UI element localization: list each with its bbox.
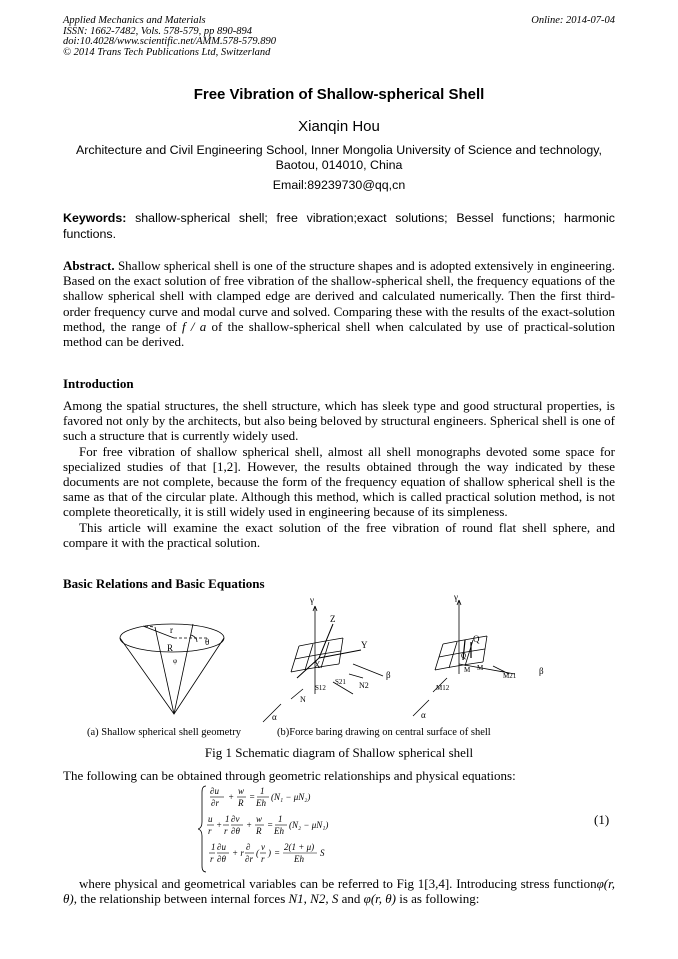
equation-line-2 (207, 814, 328, 836)
abstract-label: Abstract. (63, 258, 115, 273)
svg-text:): ) (268, 848, 271, 858)
svg-text:=: = (274, 848, 281, 858)
stress-function-phi: φ(r, θ) (63, 876, 615, 907)
svg-text:r: r (224, 826, 228, 836)
issn-line: ISSN: 1662-7482, Vols. 578-579, pp 890-894 (63, 25, 252, 37)
label-M12: M12 (436, 684, 450, 692)
svg-text:Eh: Eh (256, 798, 266, 808)
abstract (63, 258, 615, 349)
svg-text:R: R (256, 826, 262, 836)
basic-relations-heading: Basic Relations and Basic Equations (63, 576, 265, 591)
label-r: r (170, 625, 173, 635)
label-gamma-2: γ (454, 594, 458, 602)
svg-text:=: = (249, 792, 256, 802)
intro-paragraph-3: This article will examine the exact solution of the free vibration of round flat shell sphere, and compare it with the practical solution. (63, 519, 615, 550)
equation-line-1 (210, 786, 310, 808)
svg-text:(N₂ − μN₁): (N₂ − μN₁) (289, 820, 329, 830)
label-M-1: M (464, 666, 471, 674)
svg-text:R: R (238, 798, 244, 808)
svg-text:∂θ: ∂θ (217, 854, 226, 864)
svg-text:2(1 + μ): 2(1 + μ) (284, 842, 315, 852)
intro-paragraph-1: Among the spatial structures, the shell structure, which has sleek type and good structural properties, is favored not only by the architects, but also being beloved by structural engineers. Spherical shell is one of such a structure that is currently widely used. (63, 398, 615, 444)
label-M-2: M (477, 664, 484, 672)
svg-text:w: w (256, 814, 263, 824)
svg-text:∂r: ∂r (245, 854, 253, 864)
svg-text:∂: ∂ (246, 842, 251, 852)
figure-caption: Fig 1 Schematic diagram of Shallow spherical shell (204, 745, 474, 760)
equation-system-1 (198, 784, 388, 874)
svg-text:Eh: Eh (294, 854, 304, 864)
online-date: Online: 2014-07-04 (531, 15, 615, 26)
stress-function-phi-2: φ(r, θ) (363, 891, 396, 907)
where-and: and (338, 891, 364, 907)
svg-text:v: v (261, 842, 265, 852)
svg-text:Eh: Eh (274, 826, 284, 836)
where-paragraph (63, 876, 615, 906)
svg-text:S: S (320, 848, 325, 858)
label-R: R (167, 643, 174, 653)
journal-header (63, 16, 276, 58)
abstract-text-1: Shallow spherical shell is one of the structure shapes and is adopted extensively in engineering. Based on the exact solution of free vibration of the shallow-spherical shell, the frequency equations of the shallow spherical shell with clamped edge are derived and calculated numerically. Then the first third-order frequency curve and modal curve and solved. Comparing these with the results of the exact-solution method, the range of (63, 258, 615, 334)
label-phi: φ (173, 657, 178, 665)
affiliation (63, 143, 615, 173)
svg-text:∂u: ∂u (217, 842, 226, 852)
svg-text:+: + (216, 820, 223, 830)
svg-text:r: r (261, 854, 265, 864)
svg-text:+: + (228, 792, 235, 802)
equation-number: (1) (594, 812, 610, 827)
svg-text:u: u (208, 814, 213, 824)
doi-line: doi:10.4028/www.scientific.net/AMM.578-579.890 (63, 36, 276, 48)
svg-text:(N₁ − μN₂): (N₁ − μN₂) (271, 792, 311, 802)
label-beta-1: β (386, 670, 391, 680)
keywords-text: shallow-spherical shell; free vibration;exact solutions; Bessel functions; harmonic functions. (63, 211, 615, 241)
paper-title: Free Vibration of Shallow-spherical Shell (193, 86, 485, 103)
affiliation-line-1: Architecture and Civil Engineering School, Inner Mongolia University of Science and technology, (76, 143, 602, 157)
ratio-f-over-a: f / a (181, 318, 207, 334)
svg-text:+: + (246, 820, 253, 830)
shell-figure (63, 594, 615, 744)
svg-text:+ r: + r (232, 848, 244, 858)
svg-text:(: ( (256, 848, 259, 858)
label-Z: Z (330, 614, 336, 624)
force-diagram-normal (263, 606, 383, 722)
copyright-line: © 2014 Trans Tech Publications Ltd, Switzerland (63, 46, 271, 58)
internal-forces: N1, N2, S (288, 891, 339, 907)
label-X: X (314, 660, 321, 670)
svg-text:1: 1 (260, 786, 265, 796)
author-name: Xianqin Hou (298, 118, 380, 135)
label-S12: S12 (315, 684, 326, 692)
label-N2: N2 (359, 681, 369, 690)
author-email: Email:89239730@qq,cn (272, 178, 406, 192)
svg-text:∂u: ∂u (210, 786, 219, 796)
equation-line-3 (209, 842, 325, 864)
where-text-2: , the relationship between internal forces (73, 891, 289, 907)
svg-text:r: r (210, 854, 214, 864)
svg-text:∂v: ∂v (231, 814, 240, 824)
label-Y: Y (361, 640, 368, 650)
svg-text:1: 1 (211, 842, 216, 852)
keywords (63, 211, 615, 242)
keywords-label: Keywords: (63, 211, 127, 225)
where-text-3: is as following: (395, 891, 480, 907)
svg-text:1: 1 (225, 814, 230, 824)
label-alpha-1: α (272, 712, 277, 722)
label-beta-2: β (539, 666, 544, 676)
introduction-body (63, 398, 615, 550)
svg-text:r: r (208, 826, 212, 836)
abstract-text-2: of the shallow-spherical shell when calculated by use of practical-solution method can be derived. (63, 318, 615, 350)
svg-text:1: 1 (278, 814, 283, 824)
label-M21: M21 (503, 672, 517, 680)
label-gamma-1: γ (310, 595, 314, 605)
affiliation-line-2: Baotou, 014010, China (275, 158, 403, 172)
svg-text:∂r: ∂r (211, 798, 219, 808)
svg-text:∂θ: ∂θ (231, 826, 240, 836)
subcaption-a: (a) Shallow spherical shell geometry (87, 727, 241, 738)
intro-paragraph-2: For free vibration of shallow spherical shell, almost all shell monographs devoted some space for specialized studies of that [1,2]. However, the results obtained through the way indicated by these documents are not complete, because the form of the frequency equation of shallow spherical shell is the same as that of the circular plate. Although this method, which is called practical solution method, is not complete theoretically, it is still widely used in engineering because of its simpleness. (63, 443, 615, 520)
label-alpha-2: α (421, 710, 426, 720)
journal-name: Applied Mechanics and Materials (63, 15, 206, 26)
introduction-heading: Introduction (63, 376, 134, 391)
subcaption-b: (b)Force baring drawing on central surface of shell (277, 727, 491, 738)
label-N1: N (300, 695, 306, 704)
label-Q-2: Q (461, 652, 467, 660)
equations-intro: The following can be obtained through geometric relationships and physical equations: (63, 768, 516, 783)
svg-text:=: = (267, 820, 274, 830)
label-S21: S21 (335, 678, 346, 686)
label-Q-1: Q (473, 634, 480, 644)
where-text-1: where physical and geometrical variables can be referred to Fig 1[3,4]. Introducing stress function (79, 876, 597, 891)
svg-text:w: w (238, 786, 245, 796)
label-theta: θ (205, 637, 210, 647)
